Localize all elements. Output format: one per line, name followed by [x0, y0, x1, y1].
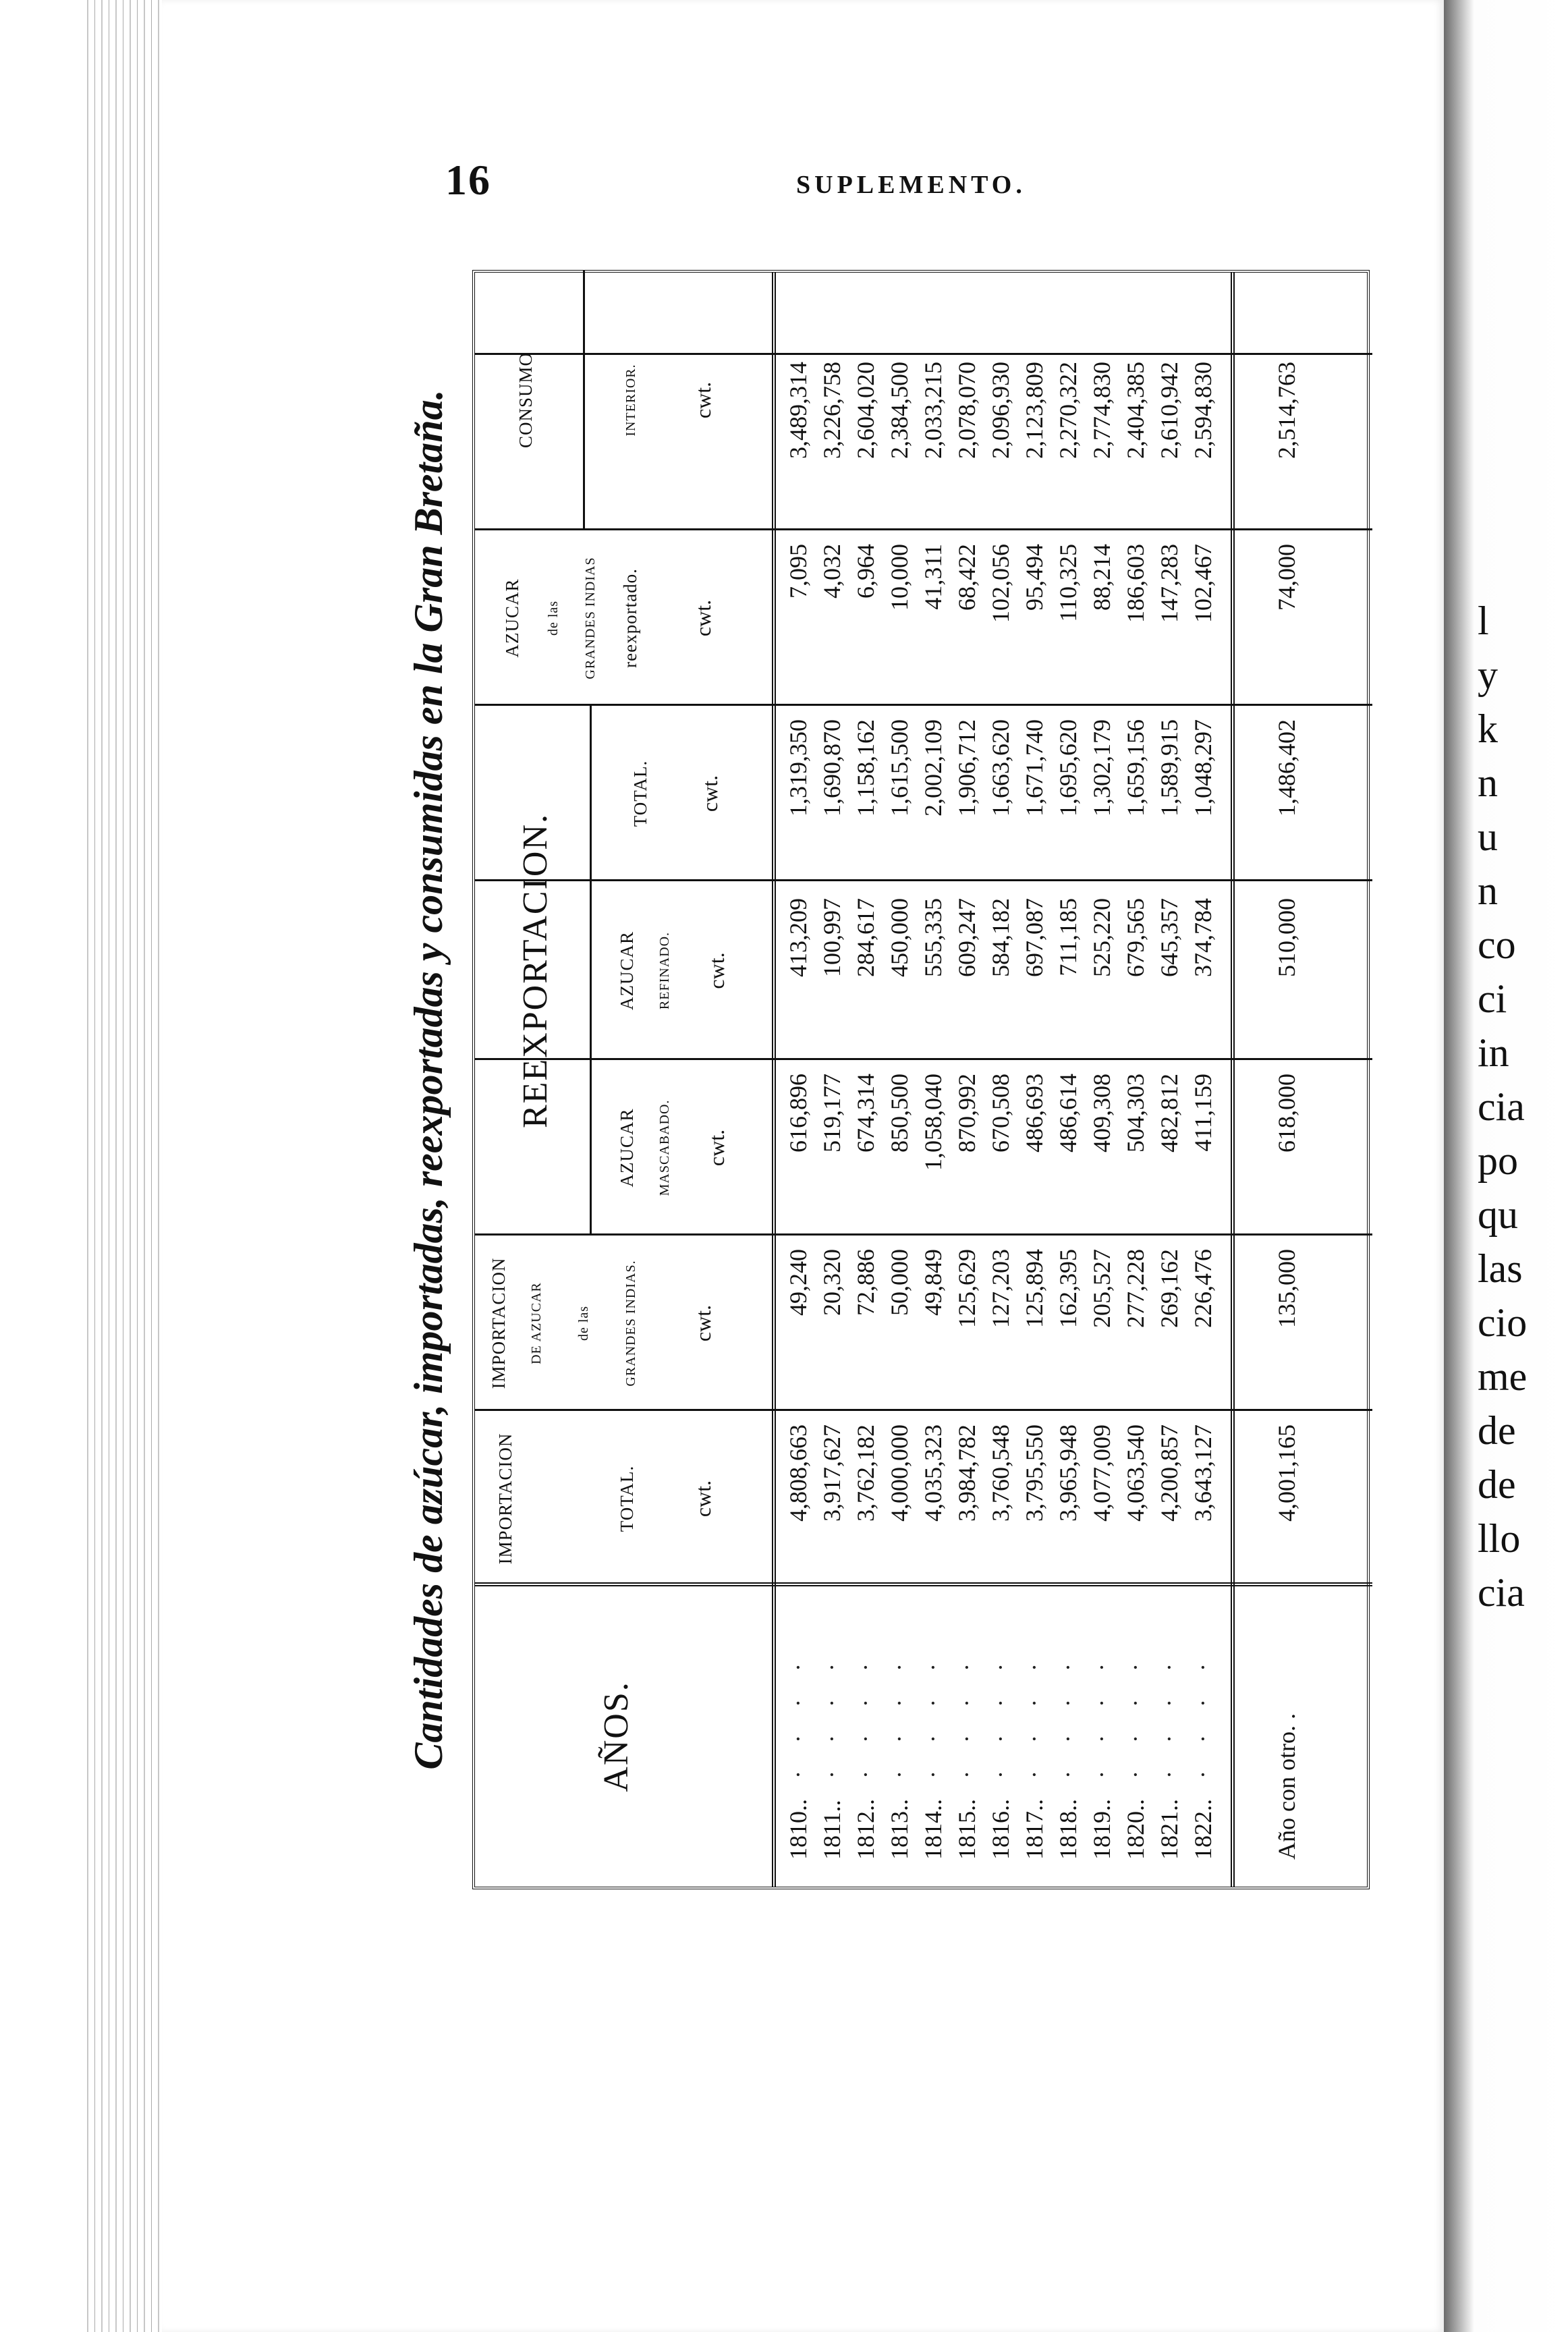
cell-east-reexport: 41,311	[920, 544, 947, 610]
cell-refined: 645,357	[1156, 898, 1183, 977]
sugar-table	[472, 270, 1370, 1889]
header-consumo-sub: INTERIOR.	[623, 364, 638, 437]
cell-east-reexport: 10,000	[886, 544, 913, 611]
cell-east-reexport: 110,325	[1055, 544, 1082, 622]
cell-import-total: 4,077,009	[1088, 1424, 1115, 1522]
row-year: 1820..	[1122, 1799, 1149, 1860]
cell-east-reexport: 102,467	[1189, 544, 1216, 623]
cell-import-total: 3,917,627	[818, 1424, 845, 1522]
table-row	[884, 273, 915, 1887]
cell-import-east: 125,894	[1021, 1249, 1048, 1328]
cell-consumption: 3,226,758	[818, 362, 845, 459]
book-page-edges	[81, 0, 162, 2332]
cell-east-reexport: 147,283	[1156, 544, 1183, 623]
table-row	[1053, 273, 1084, 1887]
leader-dots: · · · ·	[987, 1653, 1014, 1779]
leader-dots: · · · ·	[1189, 1653, 1216, 1779]
header-reexport-total: TOTAL.	[630, 760, 650, 827]
table-row	[1120, 273, 1151, 1887]
cell-raw: 674,314	[852, 1074, 879, 1153]
header-refined-2: REFINADO.	[657, 931, 672, 1010]
cell-raw: 1,058,040	[920, 1074, 947, 1171]
table-row	[1019, 273, 1050, 1887]
cell-consumption: 2,384,500	[886, 362, 913, 459]
header-unit: cwt.	[698, 775, 722, 812]
cell-refined: 450,000	[886, 898, 913, 977]
table-row	[850, 273, 881, 1887]
average-reexport-total: 1,486,402	[1273, 719, 1300, 816]
header-unit: cwt.	[691, 1480, 715, 1518]
row-year: 1817..	[1021, 1799, 1048, 1860]
cell-import-total: 4,035,323	[920, 1424, 947, 1522]
cell-reexport-total: 1,615,500	[886, 719, 913, 816]
cell-consumption: 2,404,385	[1122, 362, 1149, 459]
cell-raw: 486,614	[1055, 1074, 1082, 1153]
cell-import-east: 20,320	[818, 1249, 845, 1316]
cell-refined: 609,247	[953, 898, 980, 977]
header-unit: cwt.	[691, 381, 715, 419]
header-unit: cwt.	[691, 599, 715, 637]
cell-consumption: 2,594,830	[1189, 362, 1216, 459]
facing-page-fragment: ci	[1478, 976, 1507, 1021]
table-row	[816, 273, 847, 1887]
cell-refined: 374,784	[1189, 898, 1216, 977]
leader-dots: · · · ·	[818, 1653, 845, 1779]
row-year: 1814..	[920, 1799, 947, 1860]
page-number: 16	[445, 156, 491, 204]
cell-consumption: 2,033,215	[920, 362, 947, 459]
table-row	[951, 273, 982, 1887]
cell-raw: 670,508	[987, 1074, 1014, 1153]
facing-page-fragment: l	[1478, 599, 1489, 643]
cell-consumption: 2,096,930	[987, 362, 1014, 459]
header-import-total: TOTAL.	[617, 1465, 637, 1532]
header-consumo-group: CONSUMO	[515, 352, 536, 449]
leader-dots: · · · ·	[852, 1653, 879, 1779]
leader-dots: · · · ·	[1021, 1653, 1048, 1779]
cell-import-total: 3,984,782	[953, 1424, 980, 1522]
table-row	[1154, 273, 1185, 1887]
cell-raw: 411,159	[1189, 1074, 1216, 1152]
facing-page-fragment: po	[1478, 1138, 1518, 1183]
leader-dots: · · · ·	[1088, 1653, 1115, 1779]
cell-import-east: 50,000	[886, 1249, 913, 1316]
table-body	[776, 273, 1221, 1887]
leader-dots: · · · ·	[886, 1653, 913, 1779]
facing-page-fragment: co	[1478, 922, 1516, 967]
header-raw-2: MASCABADO.	[657, 1099, 672, 1196]
cell-raw: 870,992	[953, 1074, 980, 1153]
cell-import-total: 3,762,182	[852, 1424, 879, 1522]
cell-east-reexport: 186,603	[1122, 544, 1149, 623]
header-years: AÑOS.	[597, 1681, 636, 1792]
table-row	[985, 273, 1016, 1887]
table-title: Cantidades de azúcar, importadas, reexportadas y consumidas en la Gran Bretaña.	[406, 389, 451, 1770]
header-unit: cwt.	[704, 1129, 729, 1167]
facing-page-fragment: u	[1478, 814, 1498, 859]
facing-page-fragment: cio	[1478, 1300, 1528, 1345]
leader-dots: · · · ·	[785, 1653, 812, 1779]
facing-page-fragment: las	[1478, 1246, 1523, 1291]
cell-import-total: 3,795,550	[1021, 1424, 1048, 1522]
cell-import-east: 226,476	[1189, 1249, 1216, 1328]
header-import-east-group: IMPORTACION	[488, 1257, 509, 1389]
cell-consumption: 2,270,322	[1055, 362, 1082, 459]
cell-import-east: 49,849	[920, 1249, 947, 1316]
average-import-east: 135,000	[1273, 1249, 1300, 1328]
average-raw: 618,000	[1273, 1074, 1300, 1153]
row-year: 1815..	[953, 1799, 980, 1860]
header-reexport-group: REEXPORTACION.	[516, 812, 555, 1129]
facing-page-fragment: cia	[1478, 1084, 1525, 1129]
row-year: 1819..	[1088, 1799, 1115, 1860]
cell-import-east: 49,240	[785, 1249, 812, 1316]
cell-refined: 679,565	[1122, 898, 1149, 977]
table-row	[783, 273, 814, 1887]
facing-page-fragment: in	[1478, 1030, 1509, 1075]
cell-reexport-total: 1,319,350	[785, 719, 812, 816]
header-import-east-sub2: de las	[576, 1305, 591, 1341]
cell-raw: 409,308	[1088, 1074, 1115, 1153]
cell-refined: 697,087	[1021, 898, 1048, 977]
cell-raw: 504,303	[1122, 1074, 1149, 1153]
row-year: 1810..	[785, 1799, 812, 1860]
row-year: 1818..	[1055, 1799, 1082, 1860]
cell-import-east: 162,395	[1055, 1249, 1082, 1328]
average-consumption: 2,514,763	[1273, 362, 1300, 459]
cell-refined: 711,185	[1055, 898, 1082, 976]
cell-east-reexport: 102,056	[987, 544, 1014, 623]
leader-dots: · · · ·	[1122, 1653, 1149, 1779]
cell-import-total: 3,965,948	[1055, 1424, 1082, 1522]
table-row	[1187, 273, 1219, 1887]
cell-refined: 584,182	[987, 898, 1014, 977]
leader-dots: · · · ·	[1055, 1653, 1082, 1779]
cell-raw: 519,177	[818, 1074, 845, 1153]
cell-east-reexport: 68,422	[953, 544, 980, 611]
header-import-group: IMPORTACION	[495, 1433, 515, 1565]
facing-page-fragment: k	[1478, 706, 1498, 751]
cell-consumption: 2,610,942	[1156, 362, 1183, 459]
cell-consumption: 2,604,020	[852, 362, 879, 459]
row-year: 1821..	[1156, 1799, 1183, 1860]
cell-consumption: 2,123,809	[1021, 362, 1048, 459]
header-import-east-sub3: GRANDES INDIAS.	[623, 1260, 638, 1387]
cell-east-reexport: 6,964	[852, 544, 879, 599]
cell-import-total: 4,000,000	[886, 1424, 913, 1522]
cell-reexport-total: 1,589,915	[1156, 719, 1183, 816]
table-row	[1086, 273, 1117, 1887]
row-year: 1812..	[852, 1799, 879, 1860]
cell-reexport-total: 1,906,712	[953, 719, 980, 816]
cell-refined: 284,617	[852, 898, 879, 977]
header-unit: cwt.	[704, 952, 729, 989]
cell-east-reexport: 88,214	[1088, 544, 1115, 611]
cell-reexport-total: 1,663,620	[987, 719, 1014, 816]
cell-raw: 616,896	[785, 1074, 812, 1153]
facing-page-fragment: llo	[1478, 1516, 1521, 1561]
cell-consumption: 2,078,070	[953, 362, 980, 459]
header-east-re-4: reexportado.	[620, 568, 640, 668]
cell-refined: 413,209	[785, 898, 812, 977]
cell-east-reexport: 4,032	[818, 544, 845, 599]
cell-refined: 525,220	[1088, 898, 1115, 977]
cell-refined: 555,335	[920, 898, 947, 977]
consumo-group-line	[583, 270, 585, 530]
table-row	[918, 273, 949, 1887]
cell-consumption: 3,489,314	[785, 362, 812, 459]
cell-import-east: 125,629	[953, 1249, 980, 1328]
cell-import-total: 3,643,127	[1189, 1424, 1216, 1522]
average-refined: 510,000	[1273, 898, 1300, 977]
cell-import-total: 4,063,540	[1122, 1424, 1149, 1522]
cell-consumption: 2,774,830	[1088, 362, 1115, 459]
row-year: 1813..	[886, 1799, 913, 1860]
row-year: 1816..	[987, 1799, 1014, 1860]
cell-reexport-total: 1,302,179	[1088, 719, 1115, 816]
facing-page-fragment: me	[1478, 1354, 1528, 1399]
reexport-group-line	[590, 706, 592, 1236]
row-year: 1811..	[818, 1800, 845, 1860]
cell-raw: 850,500	[886, 1074, 913, 1153]
cell-import-east: 277,228	[1122, 1249, 1149, 1328]
header-east-re-3: GRANDES INDIAS	[583, 557, 598, 679]
row-year: 1822..	[1189, 1799, 1216, 1860]
facing-page-fragment: y	[1478, 653, 1498, 697]
average-import-total: 4,001,165	[1273, 1424, 1300, 1522]
facing-page-fragment: de	[1478, 1462, 1516, 1507]
cell-raw: 486,693	[1021, 1074, 1048, 1153]
cell-reexport-total: 1,048,297	[1189, 719, 1216, 816]
cell-refined: 100,997	[818, 898, 845, 977]
cell-reexport-total: 1,158,162	[852, 719, 879, 816]
cell-import-total: 4,200,857	[1156, 1424, 1183, 1522]
cell-import-east: 72,886	[852, 1249, 879, 1316]
facing-page-fragment: n	[1478, 868, 1498, 913]
leader-dots: · · · ·	[920, 1653, 947, 1779]
cell-raw: 482,812	[1156, 1074, 1183, 1153]
average-label: Año con otro. .	[1273, 1713, 1300, 1860]
header-raw-1: AZUCAR	[617, 1108, 637, 1188]
cell-import-total: 3,760,548	[987, 1424, 1014, 1522]
header-east-re-1: AZUCAR	[502, 578, 522, 658]
average-row	[1271, 273, 1302, 1887]
cell-reexport-total: 1,695,620	[1055, 719, 1082, 816]
facing-page-fragment: de	[1478, 1408, 1516, 1453]
facing-page-fragment: qu	[1478, 1192, 1518, 1237]
average-separator	[1231, 273, 1235, 1887]
facing-page-fragment: cia	[1478, 1570, 1525, 1615]
cell-reexport-total: 2,002,109	[920, 719, 947, 816]
facing-page-fragments	[1478, 594, 1568, 1619]
leader-dots: · · · ·	[1156, 1653, 1183, 1779]
average-east-reexport: 74,000	[1273, 544, 1300, 611]
cell-import-east: 127,203	[987, 1249, 1014, 1328]
rotated-table-block	[398, 263, 1376, 1896]
cell-reexport-total: 1,671,740	[1021, 719, 1048, 816]
table-header	[475, 273, 776, 1887]
cell-import-east: 269,162	[1156, 1249, 1183, 1328]
header-east-re-2: de las	[546, 600, 561, 636]
header-unit: cwt.	[691, 1304, 715, 1342]
header-refined-1: AZUCAR	[617, 931, 637, 1011]
header-import-east-sub1: DE AZUCAR	[529, 1282, 544, 1364]
cell-east-reexport: 7,095	[785, 544, 812, 599]
cell-import-east: 205,527	[1088, 1249, 1115, 1328]
cell-reexport-total: 1,690,870	[818, 719, 845, 816]
facing-page-fragment: n	[1478, 760, 1498, 805]
cell-import-total: 4,808,663	[785, 1424, 812, 1522]
cell-east-reexport: 95,494	[1021, 544, 1048, 611]
running-head: SUPLEMENTO.	[796, 171, 1026, 199]
cell-reexport-total: 1,659,156	[1122, 719, 1149, 816]
leader-dots: · · · ·	[953, 1653, 980, 1779]
